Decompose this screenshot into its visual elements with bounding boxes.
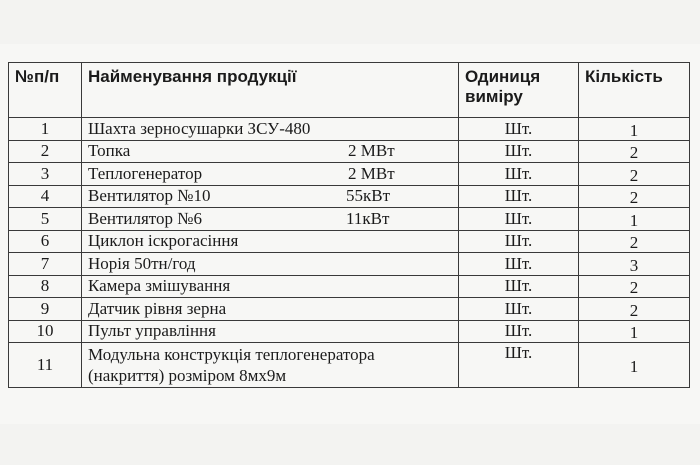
row-qty-value: 2 [629,300,639,320]
row-name-text: Вентилятор №6 [88,208,202,228]
row-num: 7 [9,253,82,276]
table-row [9,118,690,141]
row-unit: Шт. [459,275,579,298]
row-name-text: Модульна конструкція теплогенератора (накриття) розміром 8мх9м [88,345,375,385]
row-num: 4 [9,185,82,208]
row-name-text: Пульт управління [88,321,216,341]
row-qty-value: 2 [629,188,639,208]
product-table [8,62,690,388]
row-qty-value: 1 [629,120,639,140]
row-qty [579,298,690,321]
row-name-text: Шахта зерносушарки ЗСУ-480 [88,118,311,138]
header-unit: Одиниця виміру [459,63,579,118]
table-row [9,208,690,231]
row-num: 10 [9,320,82,343]
row-name [82,253,459,276]
row-qty-value: 1 [629,323,639,343]
row-name [82,230,459,253]
row-unit: Шт. [459,140,579,163]
row-name [82,320,459,343]
row-spec: 55кВт [346,186,391,206]
row-qty [579,275,690,298]
table-row [9,163,690,186]
table-row [9,275,690,298]
table-row [9,343,690,388]
row-num: 3 [9,163,82,186]
row-qty-value: 3 [629,255,639,275]
row-name [82,118,459,141]
row-unit: Шт. [459,230,579,253]
table-row [9,230,690,253]
table-row [9,253,690,276]
table-row [9,185,690,208]
row-name-text: Норія 50тн/год [88,253,196,273]
row-spec: 2 МВт [348,163,395,183]
row-qty [579,118,690,141]
header-qty: Кількість [579,63,690,118]
row-qty [579,140,690,163]
row-name [82,343,459,388]
header-name: Найменування продукції [82,63,459,118]
row-num: 6 [9,230,82,253]
table-row [9,298,690,321]
row-name-text: Циклон іскрогасіння [88,231,239,251]
row-qty [579,343,690,388]
row-num: 2 [9,140,82,163]
row-name-text: Теплогенератор [88,163,203,183]
row-unit: Шт. [459,185,579,208]
table-row [9,320,690,343]
row-qty [579,320,690,343]
row-unit: Шт. [459,298,579,321]
row-unit: Шт. [459,320,579,343]
row-qty-value: 2 [629,165,639,185]
row-spec: 2 МВт [348,141,395,161]
row-unit: Шт. [459,253,579,276]
row-spec: 11кВт [346,208,390,228]
table-row [9,140,690,163]
row-unit: Шт. [459,163,579,186]
row-name-text: Топка [88,141,131,161]
header-num: №п/п [9,63,82,118]
row-num: 11 [9,343,82,388]
row-unit: Шт. [459,118,579,141]
row-qty-value: 2 [629,143,639,163]
row-unit: Шт. [459,208,579,231]
row-qty-value: 2 [629,233,639,253]
row-name [82,140,459,163]
row-name [82,275,459,298]
row-name [82,208,459,231]
row-unit: Шт. [459,343,579,388]
table-header-row [9,63,690,118]
row-qty-value: 1 [629,210,639,230]
row-qty [579,185,690,208]
row-name-text: Камера змішування [88,276,231,296]
row-num: 1 [9,118,82,141]
row-qty [579,163,690,186]
row-num: 5 [9,208,82,231]
row-name-text: Вентилятор №10 [88,186,211,206]
row-num: 9 [9,298,82,321]
row-qty [579,208,690,231]
row-name [82,163,459,186]
row-qty [579,230,690,253]
row-name-text: Датчик рівня зерна [88,298,227,318]
row-name [82,298,459,321]
row-qty-value: 1 [629,357,639,376]
row-name [82,185,459,208]
row-qty [579,253,690,276]
row-qty-value: 2 [629,278,639,298]
row-num: 8 [9,275,82,298]
